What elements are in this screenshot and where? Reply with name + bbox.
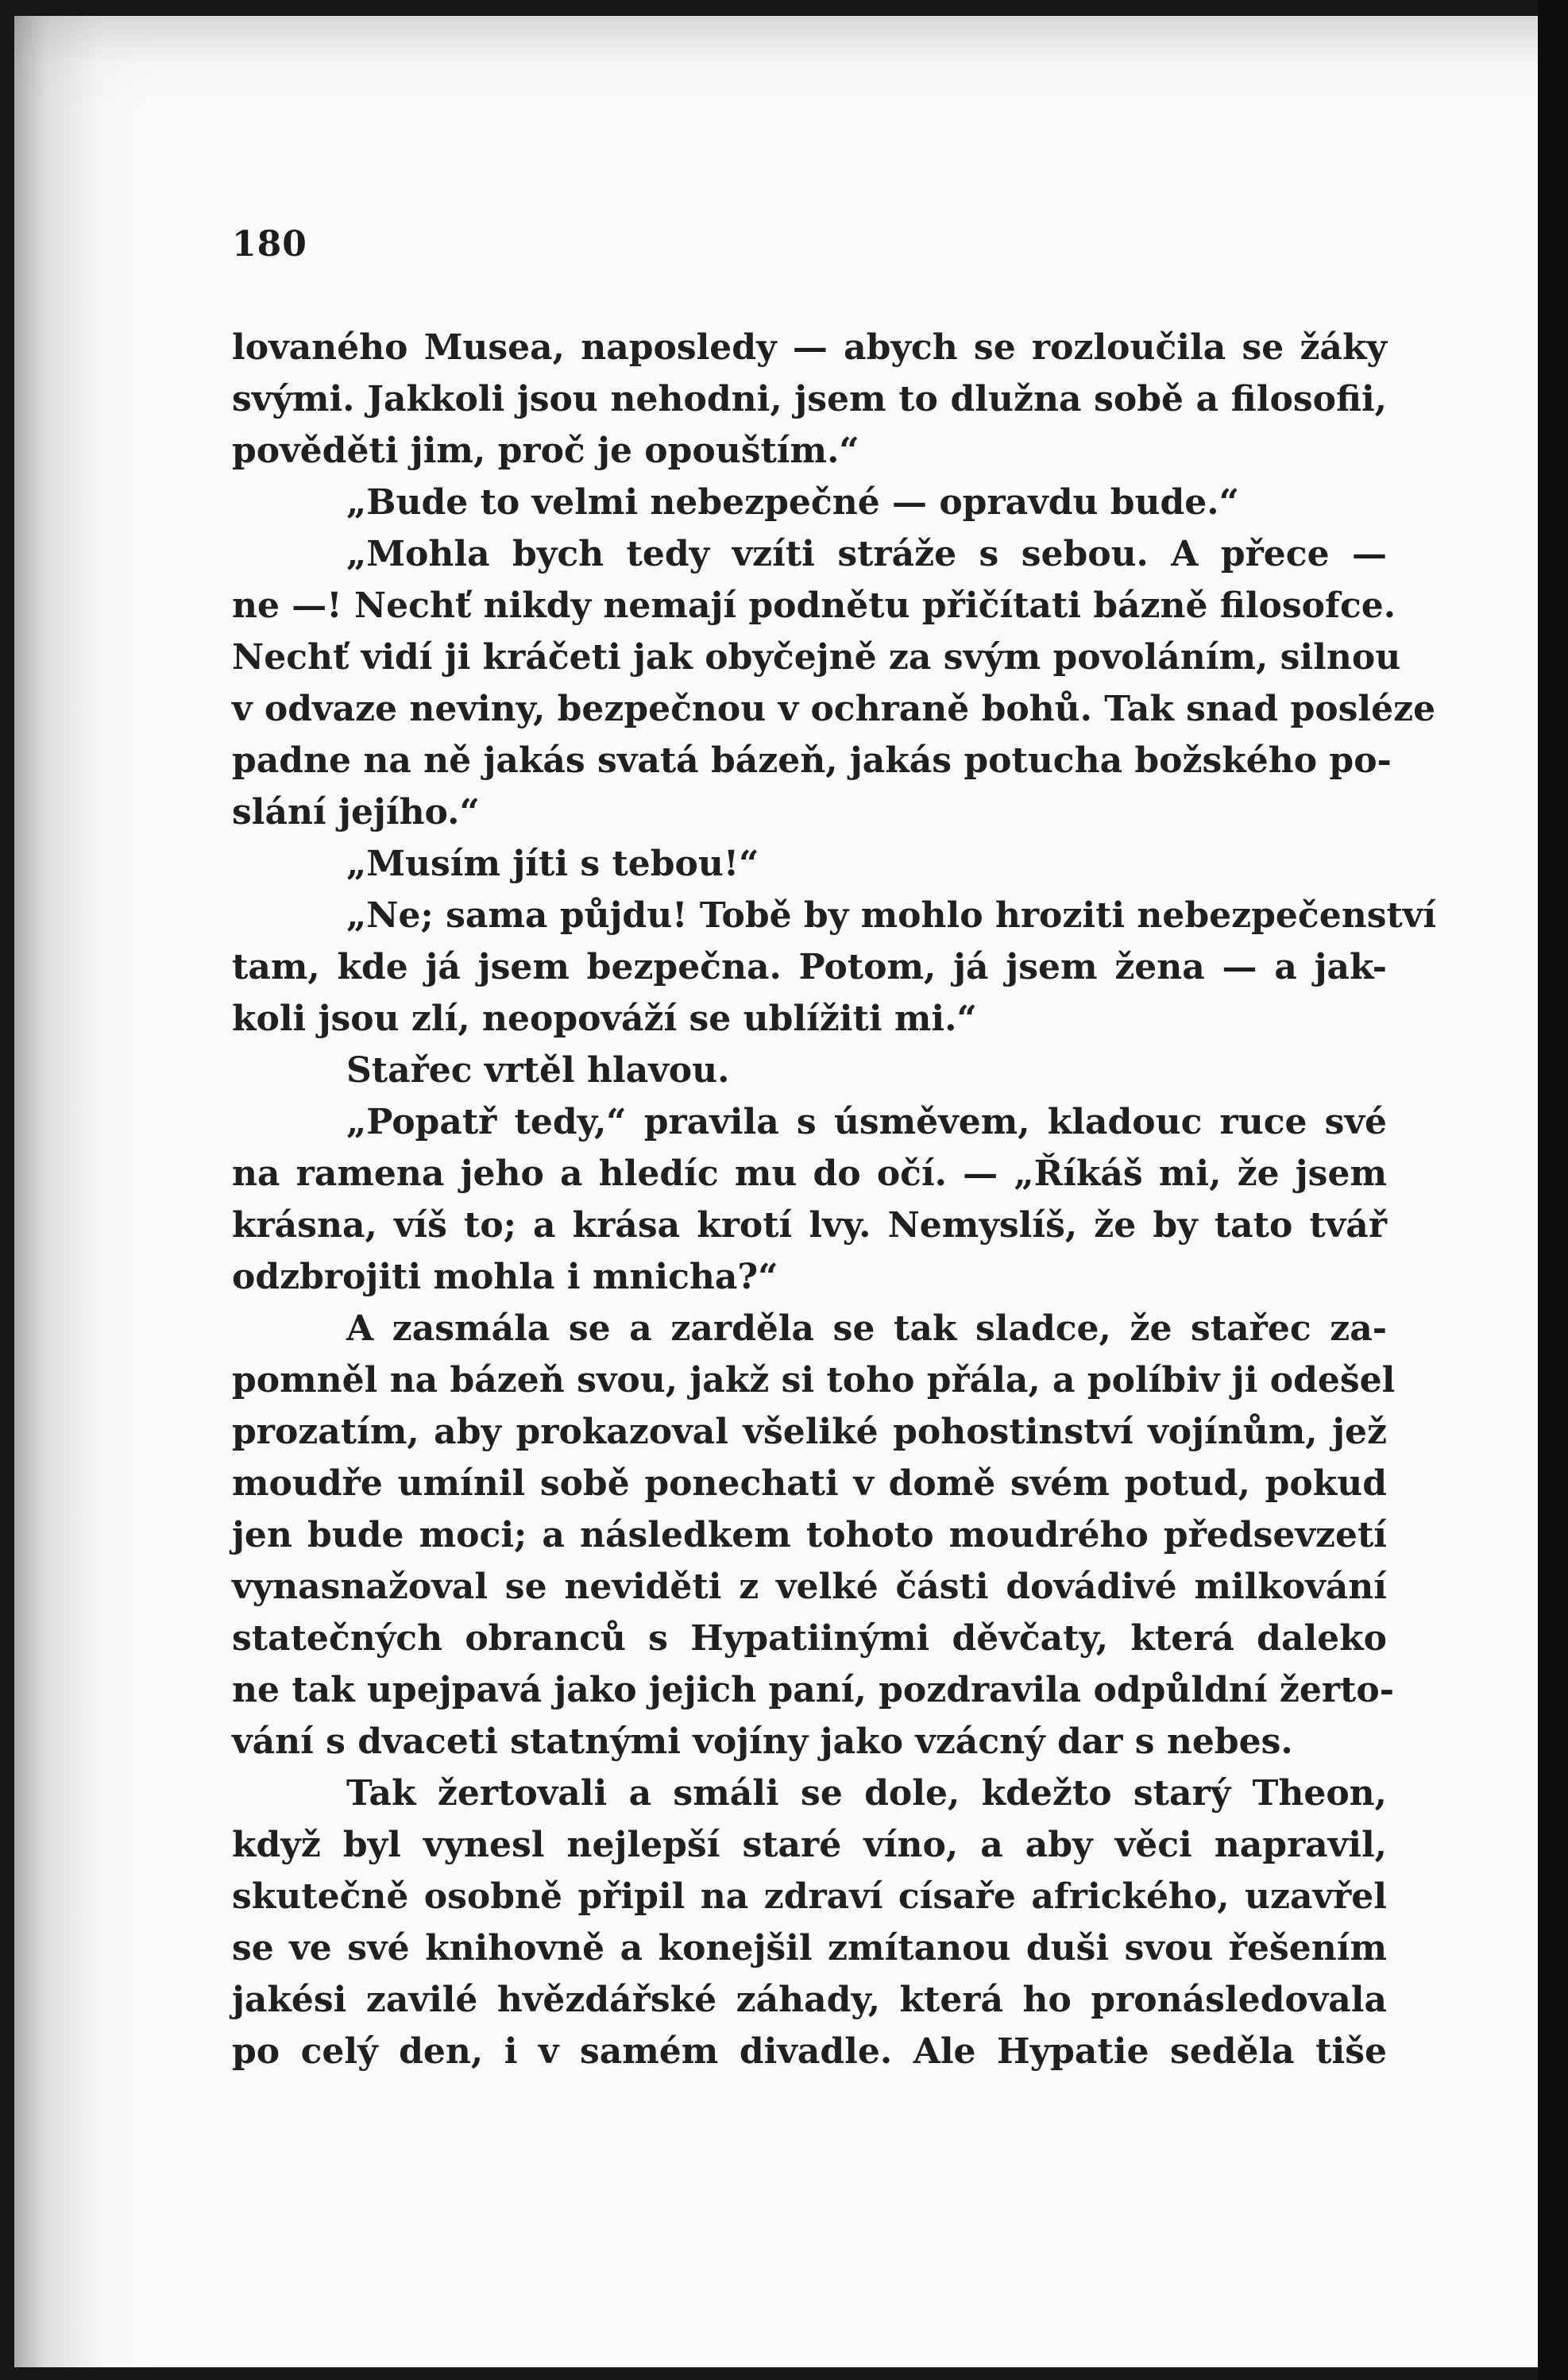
text-line: slání jejího.“ (232, 792, 480, 833)
text-line: A zasmála se a zarděla se tak sladce, že stařec za- (346, 1308, 1387, 1349)
text-line: v odvaze neviny, bezpečnou v ochraně bohů. Tak snad posléze (232, 689, 1436, 729)
text-line: jen bude moci; a následkem tohoto moudrého předsevzetí (232, 1515, 1387, 1555)
page-number: 180 (232, 224, 307, 265)
text-line: skutečně osobně připil na zdraví císaře afrického, uzavřel (232, 1876, 1387, 1917)
text-line: „Popatř tedy,“ pravila s úsměvem, kladouc ruce své (346, 1102, 1387, 1142)
text-line: lovaného Musea, naposledy — abych se rozloučila se žáky (232, 327, 1387, 368)
text-line: po celý den, i v samém divadle. Ale Hypatie seděla tiše (232, 2031, 1387, 2072)
text-line: padne na ně jakás svatá bázeň, jakás potucha božského po- (232, 740, 1392, 781)
text-line: Nechť vidí ji kráčeti jak obyčejně za svým povoláním, silnou (232, 637, 1401, 678)
text-line: pověděti jim, proč je opouštím.“ (232, 431, 859, 471)
text-line: pomněl na bázeň svou, jakž si toho přála, a políbiv ji odešel (232, 1360, 1396, 1401)
text-line: vání s dvaceti statnými vojíny jako vzácný dar s nebes. (232, 1721, 1293, 1762)
text-line: „Mohla bych tedy vzíti stráže s sebou. A přece — (346, 534, 1387, 574)
text-line: tam, kde já jsem bezpečna. Potom, já jsem žena — a jak- (232, 947, 1387, 987)
text-line: se ve své knihovně a konejšil zmítanou duši svou řešením (232, 1928, 1387, 1969)
text-line: prozatím, aby prokazoval všeliké pohostinství vojínům, jež (232, 1412, 1387, 1452)
text-line: „Bude to velmi nebezpečné — opravdu bude.“ (346, 482, 1239, 523)
text-line: Tak žertovali a smáli se dole, kdežto starý Theon, (346, 1773, 1387, 1814)
text-line: svými. Jakkoli jsou nehodni, jsem to dlužna sobě a filosofii, (232, 379, 1387, 419)
page-edge-shadow (1538, 0, 1568, 2380)
text-line: odzbrojiti mohla i mnicha?“ (232, 1257, 778, 1297)
text-line: koli jsou zlí, neopováží se ublížiti mi.“ (232, 999, 977, 1039)
text-line: ne —! Nechť nikdy nemají podnětu přičítati bázně filosofce. (232, 585, 1396, 626)
text-line: Stařec vrtěl hlavou. (346, 1050, 730, 1091)
page-body-text (232, 322, 1437, 2077)
text-line: krásna, víš to; a krása krotí lvy. Nemyslíš, že by tato tvář (232, 1205, 1387, 1246)
text-line: „Musím jíti s tebou!“ (346, 844, 759, 884)
text-line: když byl vynesl nejlepší staré víno, a aby věci napravil, (232, 1825, 1387, 1865)
text-line: ne tak upejpavá jako jejich paní, pozdravila odpůldní žerto- (232, 1670, 1394, 1710)
text-line: na ramena jeho a hledíc mu do očí. — „Říkáš mi, že jsem (232, 1153, 1387, 1194)
text-line: „Ne; sama půjdu! Tobě by mohlo hroziti nebezpečenství (346, 895, 1437, 936)
text-line: vynasnažoval se neviděti z velké části dovádivé milkování (232, 1567, 1387, 1607)
text-line: jakési zavilé hvězdářské záhady, která ho pronásledovala (232, 1980, 1387, 2020)
text-line: statečných obranců s Hypatiinými děvčaty, která daleko (232, 1618, 1387, 1659)
text-line: moudře umínil sobě ponechati v domě svém potud, pokud (232, 1463, 1387, 1504)
